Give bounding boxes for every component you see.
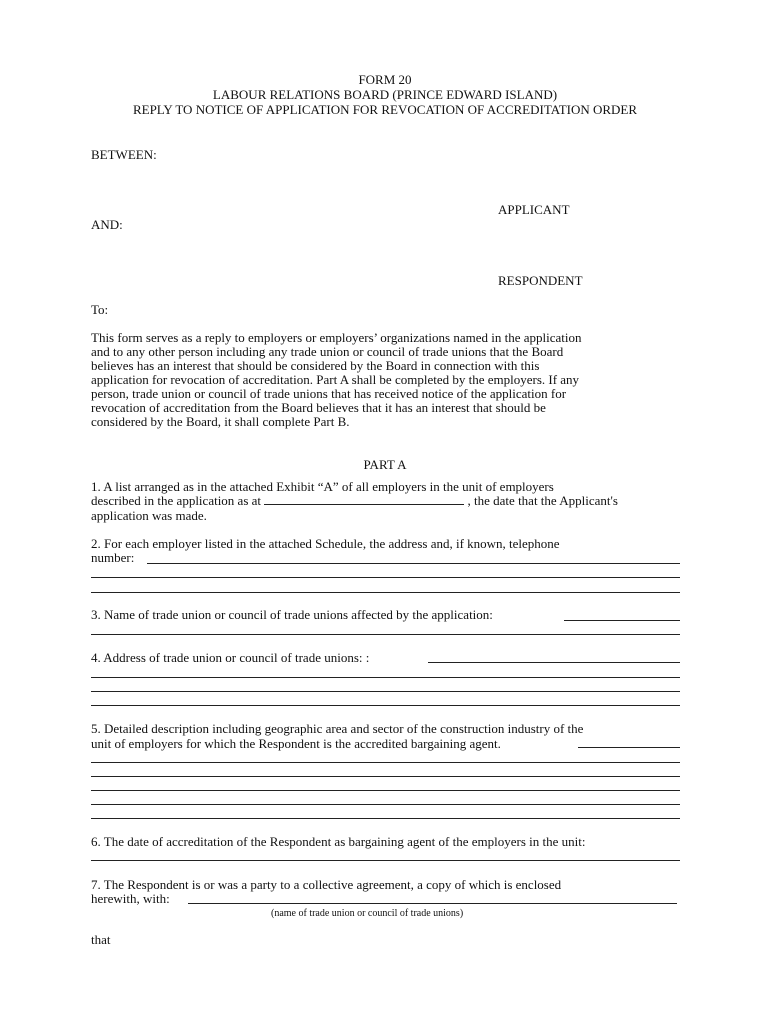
trade-union-address-field[interactable] — [428, 662, 680, 663]
accreditation-date-field[interactable] — [91, 860, 680, 861]
unit-description-field[interactable] — [91, 762, 680, 763]
intro-line: believes has an interest that should be considered by the Board in connection with this — [91, 358, 540, 373]
employer-address-field[interactable] — [91, 592, 680, 593]
to-label: To: — [91, 302, 109, 317]
form-title: REPLY TO NOTICE OF APPLICATION FOR REVOCATION OF ACCREDITATION ORDER — [132, 102, 638, 117]
board-name: LABOUR RELATIONS BOARD (PRINCE EDWARD ISLAND) — [212, 87, 558, 102]
item7-line1: 7. The Respondent is or was a party to a collective agreement, a copy of which is enclosed — [91, 877, 562, 892]
employer-address-field[interactable] — [91, 577, 680, 578]
trade-union-address-field[interactable] — [91, 691, 680, 692]
item5-line1: 5. Detailed description including geographic area and sector of the construction industry of the — [91, 721, 584, 736]
item4-text: 4. Address of trade union or council of trade unions: : — [91, 650, 370, 665]
unit-description-field[interactable] — [91, 804, 680, 805]
intro-line: revocation of accreditation from the Board believes that it has an interest that should be — [91, 400, 546, 415]
trade-union-address-field[interactable] — [91, 705, 680, 706]
field-caption: (name of trade union or council of trade unions) — [271, 908, 464, 919]
unit-description-field[interactable] — [91, 776, 680, 777]
item1-text-post: , the date that the Applicant's — [467, 493, 618, 508]
applicant-label: APPLICANT — [498, 202, 570, 217]
item1-line2 — [91, 493, 618, 508]
trade-union-name-field[interactable] — [91, 634, 680, 635]
date-of-application-field[interactable] — [264, 493, 464, 505]
intro-line: person, trade union or council of trade unions that has received notice of the application for — [91, 386, 567, 401]
continuation-text: that — [91, 932, 111, 947]
item1-line3: application was made. — [91, 508, 207, 523]
item2-line2: number: — [91, 550, 135, 565]
between-label: BETWEEN: — [91, 147, 157, 162]
unit-description-field[interactable] — [91, 818, 680, 819]
item1-line1: 1. A list arranged as in the attached Exhibit “A” of all employers in the unit of employers — [91, 479, 554, 494]
respondent-label: RESPONDENT — [498, 273, 583, 288]
item3-text: 3. Name of trade union or council of trade unions affected by the application: — [91, 607, 493, 622]
item2-line1: 2. For each employer listed in the attached Schedule, the address and, if known, telephone — [91, 536, 560, 551]
form-number: FORM 20 — [358, 72, 412, 87]
part-a-heading: PART A — [363, 457, 407, 472]
unit-description-field[interactable] — [578, 747, 680, 748]
trade-union-address-field[interactable] — [91, 677, 680, 678]
employer-address-field[interactable] — [147, 563, 680, 564]
and-label: AND: — [91, 217, 123, 232]
intro-line: and to any other person including any trade union or council of trade unions that the Board — [91, 344, 564, 359]
item1-text-pre: described in the application as at — [91, 493, 262, 508]
collective-agreement-party-field[interactable] — [188, 903, 677, 904]
trade-union-name-field[interactable] — [564, 620, 680, 621]
intro-line: considered by the Board, it shall complete Part B. — [91, 414, 350, 429]
unit-description-field[interactable] — [91, 790, 680, 791]
item5-line2: unit of employers for which the Respondent is the accredited bargaining agent. — [91, 736, 501, 751]
item6-text: 6. The date of accreditation of the Respondent as bargaining agent of the employers in the unit: — [91, 834, 586, 849]
item7-line2: herewith, with: — [91, 891, 170, 906]
intro-line: application for revocation of accreditation. Part A shall be completed by the employers. If any — [91, 372, 580, 387]
intro-line: This form serves as a reply to employers or employers’ organizations named in the application — [91, 330, 582, 345]
